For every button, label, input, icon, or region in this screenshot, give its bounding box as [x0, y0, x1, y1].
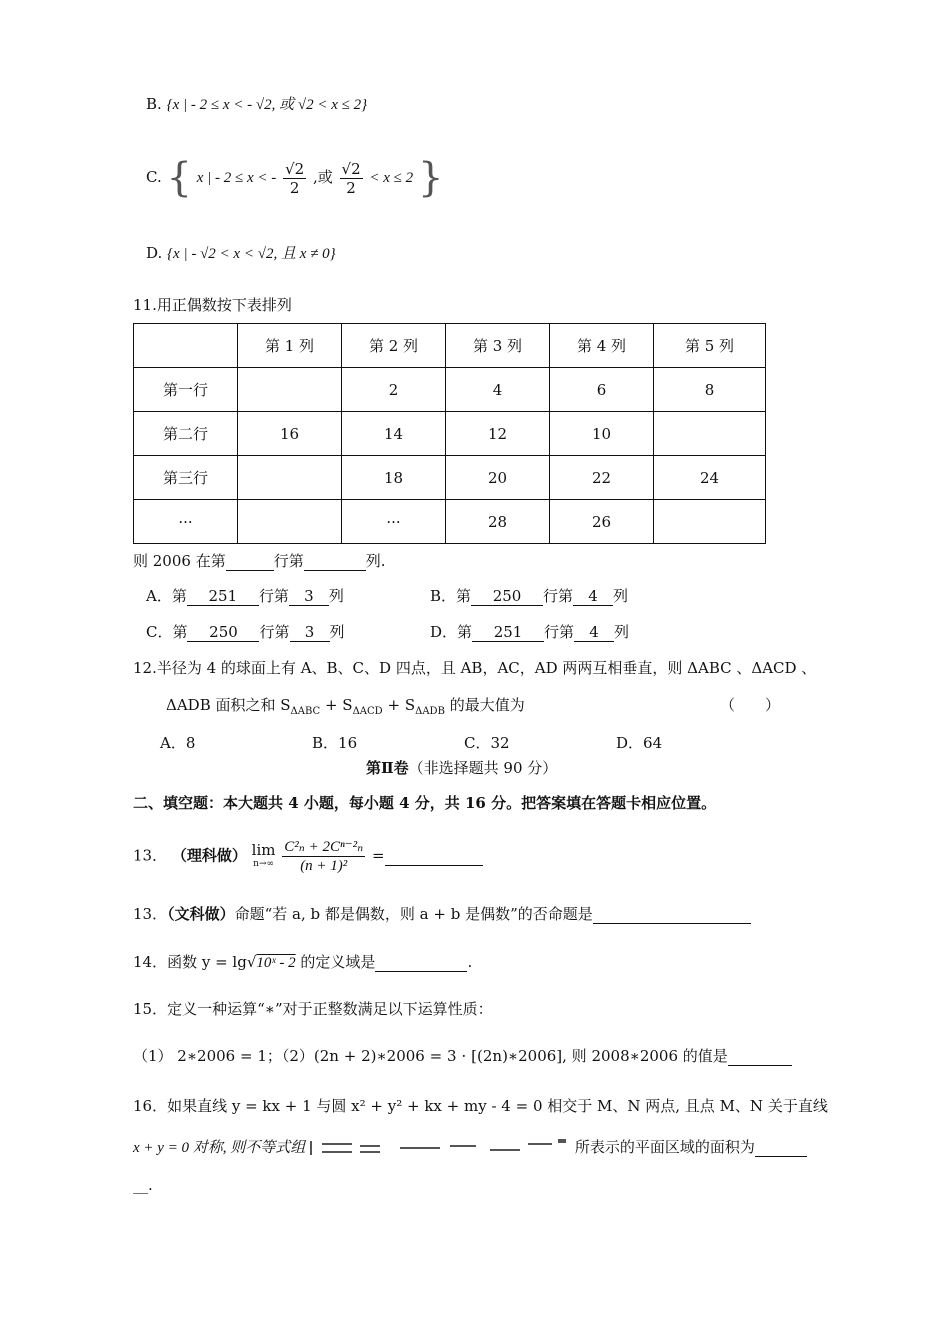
option-text-mid: ,或	[312, 168, 333, 186]
equals-sign: =	[372, 846, 385, 865]
table-row	[134, 500, 766, 544]
question-number: 13．	[133, 846, 168, 865]
choice-row: 251	[472, 623, 544, 642]
q11-choice-a	[146, 585, 344, 606]
section-title-main: 第Ⅱ卷	[366, 759, 409, 777]
choice-row: 250	[187, 623, 259, 642]
q11-choice-d	[430, 621, 629, 642]
fraction	[282, 838, 365, 875]
question-text-pre: 14．函数 y = lg	[133, 953, 247, 971]
table-cell: 24	[654, 456, 766, 500]
table-cell: 第一行	[134, 368, 238, 412]
garbled-inequality-icon	[310, 1137, 570, 1159]
option-text: {x | - 2 ≤ x < - √2, 或 √2 < x ≤ 2}	[166, 97, 368, 113]
choice-label: D．第	[430, 623, 473, 641]
option-text-left: x | - 2 ≤ x < -	[196, 170, 277, 186]
subscript: ΔACD	[352, 706, 383, 717]
choice-mid: 行第	[543, 587, 574, 605]
table-cell	[238, 456, 342, 500]
q11-question-pre: 则 2006 在第	[133, 552, 226, 570]
table-cell: 8	[654, 368, 766, 412]
table-cell: 10	[550, 412, 654, 456]
question-text: 命题“若 a, b 都是偶数，则 a + b 是偶数”的否命题是	[234, 905, 593, 923]
question-end: .	[467, 953, 473, 971]
fraction-numerator: √2	[285, 159, 305, 178]
question-tag: （理科做）	[171, 846, 247, 865]
q14	[133, 951, 472, 972]
choice-col: 3	[289, 587, 329, 606]
answer-blank	[385, 847, 483, 866]
answer-blank	[226, 552, 274, 571]
table-cell: 18	[342, 456, 446, 500]
q11-question-mid: 行第	[273, 552, 304, 570]
question-text-post: 的定义域是	[300, 953, 376, 971]
choice-end: 列	[613, 587, 629, 605]
q11-question-post: 列.	[365, 552, 386, 570]
limit-subscript: n→∞	[253, 858, 274, 869]
limit-label: lim	[251, 840, 276, 859]
table-header-cell	[134, 324, 238, 368]
sqrt-icon: √	[246, 953, 257, 971]
choice-col: 4	[574, 623, 614, 642]
section-subtitle: （非选择题共 90 分）	[408, 759, 558, 777]
q16-line3: __.	[133, 1176, 153, 1194]
subscript: ΔABC	[290, 706, 321, 717]
table-cell: 2	[342, 368, 446, 412]
section-instruction: 二、填空题：本大题共 4 小题，每小题 4 分，共 16 分。把答案填在答题卡相应位置。	[133, 794, 717, 812]
question-number: 13．	[133, 905, 168, 923]
table-header-cell: 第 3 列	[446, 324, 550, 368]
q15-line2-text: （1） 2∗2006 = 1；（2）(2n + 2)∗2006 = 3 ⋅ [(2n)∗2006], 则 2008∗2006 的值是	[133, 1047, 728, 1065]
option-text-right: < x ≤ 2	[369, 170, 414, 186]
q12-choice-d: D．64	[616, 734, 663, 752]
choice-end: 列	[614, 623, 630, 641]
q12-line1: 12.半径为 4 的球面上有 A、B、C、D 四点，且 AB，AC，AD 两两互相垂直，则 ΔABC 、ΔACD 、	[133, 659, 817, 677]
choice-col: 3	[290, 623, 330, 642]
answer-blank	[304, 552, 366, 571]
option-d	[146, 242, 336, 263]
q13-arts	[133, 903, 751, 924]
q12-line2-text: ΔADB 面积之和 S	[166, 696, 291, 714]
q12-choice-a: A．8	[160, 734, 196, 752]
choice-label: C．第	[146, 623, 188, 641]
choice-row: 251	[187, 587, 259, 606]
table-cell: ···	[342, 500, 446, 544]
answer-paren: （ ）	[720, 696, 781, 714]
choice-mid: 行第	[258, 587, 289, 605]
table-cell: 16	[238, 412, 342, 456]
table-cell: 22	[550, 456, 654, 500]
fraction-denominator: 2	[289, 178, 300, 197]
table-cell: 20	[446, 456, 550, 500]
question-tag: （文科做）	[167, 905, 235, 923]
table-cell: 12	[446, 412, 550, 456]
fraction-numerator: C²ₙ + 2Cⁿ⁻²ₙ	[284, 839, 364, 855]
table-cell: 第二行	[134, 412, 238, 456]
table-header-row	[134, 324, 766, 368]
q12-line2	[166, 694, 525, 717]
table-cell	[654, 500, 766, 544]
choice-label: B．第	[430, 587, 472, 605]
q12-choice-c: C．32	[464, 734, 510, 752]
fraction-numerator: √2	[341, 159, 361, 178]
answer-blank	[593, 905, 751, 924]
choice-mid: 行第	[259, 623, 290, 641]
option-letter: C.	[146, 168, 162, 186]
option-letter: D.	[146, 244, 163, 262]
choice-end: 列	[329, 623, 345, 641]
q12-choice-b: B．16	[312, 734, 358, 752]
option-letter: B.	[146, 95, 162, 113]
table-cell	[238, 368, 342, 412]
plus-term: + S	[324, 696, 353, 714]
table-cell: ···	[134, 500, 238, 544]
q16-line2	[133, 1136, 807, 1159]
fraction-denominator: 2	[346, 178, 356, 197]
option-c	[146, 155, 443, 201]
fraction	[283, 160, 306, 197]
q15-line1: 15．定义一种运算“∗”对于正整数满足以下运算性质：	[133, 1000, 493, 1018]
table-row	[134, 368, 766, 412]
table-cell: 28	[446, 500, 550, 544]
table-cell: 第三行	[134, 456, 238, 500]
q16-line2-post: 所表示的平面区域的面积为	[574, 1138, 755, 1156]
table-cell: 6	[550, 368, 654, 412]
radicand: 10ˣ - 2	[256, 955, 296, 971]
option-text: {x | - √2 < x < √2, 且 x ≠ 0}	[167, 246, 336, 262]
even-number-table	[133, 323, 766, 544]
choice-mid: 行第	[544, 623, 575, 641]
choice-end: 列	[328, 587, 344, 605]
right-brace: }	[417, 155, 444, 201]
q16-line1: 16．如果直线 y = kx + 1 与圆 x² + y² + kx + my - 4 = 0 相交于 M、N 两点, 且点 M、N 关于直线	[133, 1097, 828, 1115]
q15-line2	[133, 1045, 792, 1066]
q11-stem: 11.用正偶数按下表排列	[133, 296, 292, 314]
subscript: ΔADB	[415, 706, 445, 717]
table-row	[134, 456, 766, 500]
answer-blank	[755, 1138, 807, 1157]
fraction	[340, 160, 363, 197]
answer-blank	[375, 953, 467, 972]
q16-line2-pre: x + y = 0 对称, 则不等式组	[133, 1140, 306, 1156]
fraction-denominator: (n + 1)²	[300, 858, 348, 874]
q12-line2-end: 的最大值为	[449, 696, 525, 714]
option-b	[146, 93, 367, 114]
q13-science	[133, 838, 483, 875]
q11-question	[133, 550, 386, 571]
table-cell: 14	[342, 412, 446, 456]
left-brace: {	[166, 155, 192, 201]
plus-term: + S	[387, 696, 416, 714]
table-row	[134, 412, 766, 456]
limit	[251, 840, 276, 871]
table-cell	[238, 500, 342, 544]
q11-choice-b	[430, 585, 628, 606]
table-cell: 26	[550, 500, 654, 544]
table-cell	[654, 412, 766, 456]
choice-row: 250	[471, 587, 543, 606]
table-header-cell: 第 2 列	[342, 324, 446, 368]
table-header-cell: 第 4 列	[550, 324, 654, 368]
section-title	[366, 757, 557, 778]
table-header-cell: 第 1 列	[238, 324, 342, 368]
table-header-cell: 第 5 列	[654, 324, 766, 368]
choice-label: A．第	[146, 587, 187, 605]
answer-blank	[728, 1047, 792, 1066]
table-cell: 4	[446, 368, 550, 412]
q11-choice-c	[146, 621, 345, 642]
choice-col: 4	[573, 587, 613, 606]
